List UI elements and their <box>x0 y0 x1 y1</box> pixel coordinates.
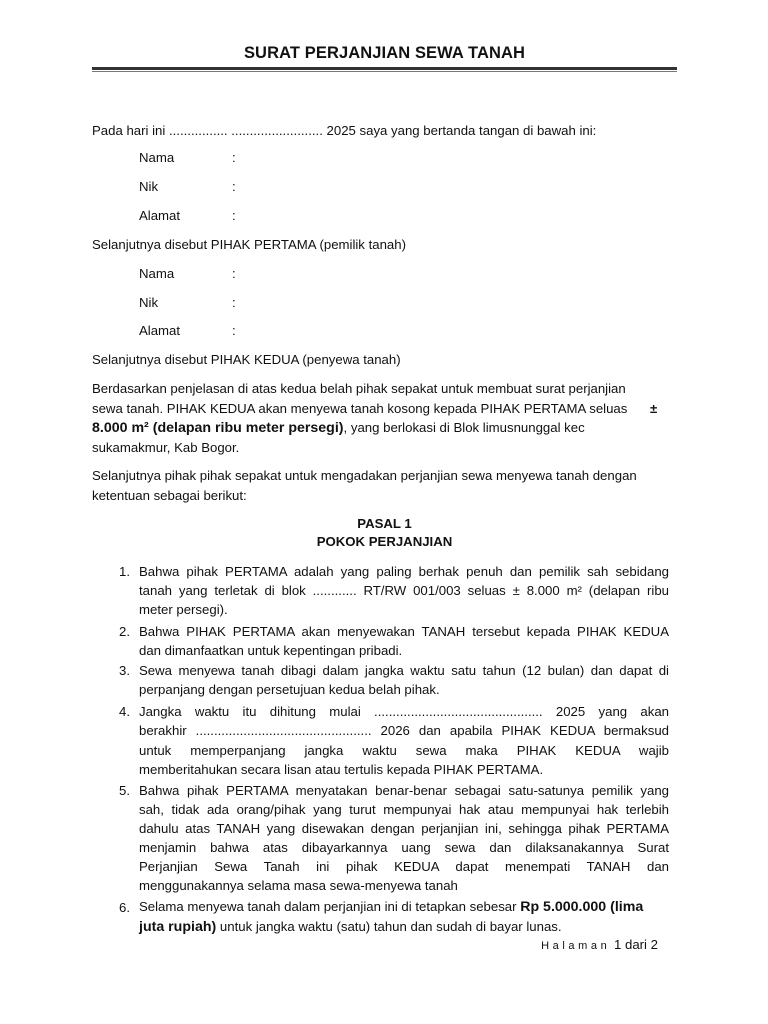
item-5-line-2: sah, tidak ada orang/pihak yang turut mempunyai hak atau mempunyai hak terlebih <box>139 802 669 817</box>
item-4-line-3: untuk memperpanjang jangka waktu sewa maka PIHAK KEDUA wajib <box>139 743 669 758</box>
item-number: 4. <box>119 704 130 719</box>
field-colon: : <box>232 150 236 165</box>
item-number: 2. <box>119 624 130 639</box>
item-4-line-2: berakhir ................................................ 2026 dan apabila PIHAK KEDUA bermaksud <box>139 723 669 738</box>
plus-minus-sign: ± <box>650 401 658 416</box>
party1-field-nik <box>139 177 236 196</box>
item-3-line-2: perpanjang dengan persetujuan kedua belah pihak. <box>139 682 440 697</box>
item-2-line-1: Bahwa PIHAK PERTAMA akan menyewakan TANAH tersebut kepada PIHAK KEDUA <box>139 624 669 639</box>
page-number: 1 dari 2 <box>614 937 658 952</box>
basis-line-2-text: sewa tanah. PIHAK KEDUA akan menyewa tanah kosong kepada PIHAK PERTAMA seluas <box>92 401 628 416</box>
field-colon: : <box>232 295 236 310</box>
field-label: Alamat <box>139 208 181 223</box>
intro-paragraph: Pada hari ini ................ ......................... 2025 saya yang bertanda tangan di bawah ini: <box>92 123 597 138</box>
item-1-line-1: Bahwa pihak PERTAMA adalah yang paling berhak penuh dan pemilik sah sebidang <box>139 564 669 579</box>
field-colon: : <box>232 323 236 338</box>
field-label: Alamat <box>139 323 181 338</box>
party1-designation: Selanjutnya disebut PIHAK PERTAMA (pemilik tanah) <box>92 237 406 252</box>
item-number: 3. <box>119 663 130 678</box>
field-label: Nik <box>139 179 159 194</box>
item-5-line-5: Perjanjian Sewa Tanah ini pihak KEDUA dapat menempati TANAH dan <box>139 859 669 874</box>
pasal-heading: POKOK PERJANJIAN <box>316 534 453 549</box>
item-number: 5. <box>119 783 130 798</box>
title-rule-thick <box>92 67 677 70</box>
land-area-bold: 8.000 m² (delapan ribu meter persegi) <box>92 420 344 436</box>
rent-price-bold: Rp 5.000.000 (lima <box>520 899 644 915</box>
item-1-line-3: meter persegi). <box>139 602 228 617</box>
item-4-line-1: Jangka waktu itu dihitung mulai .............................................. 2025 yang akan <box>139 704 669 719</box>
party1-field-alamat <box>139 206 236 225</box>
party1-field-nama <box>139 148 236 167</box>
pasal-number: PASAL 1 <box>357 516 412 531</box>
basis-line-4: sukamakmur, Kab Bogor. <box>92 440 240 455</box>
item-5-line-1: Bahwa pihak PERTAMA menyatakan benar-benar sebagai satu-satunya pemilik yang <box>139 783 669 798</box>
party2-field-alamat <box>139 321 236 340</box>
item-number: 6. <box>119 900 130 915</box>
basis-line-3 <box>92 418 677 439</box>
basis-line-1: Berdasarkan penjelasan di atas kedua belah pihak sepakat untuk membuat surat perjanjian <box>92 381 626 396</box>
item-3-line-1: Sewa menyewa tanah dibagi dalam jangka waktu satu tahun (12 bulan) dan dapat di <box>139 663 669 678</box>
party2-field-nik <box>139 293 236 312</box>
basis-line-2 <box>92 399 677 419</box>
field-colon: : <box>232 208 236 223</box>
document-title: SURAT PERJANJIAN SEWA TANAH <box>243 44 526 62</box>
field-colon: : <box>232 266 236 281</box>
item-6-line-2 <box>139 917 669 938</box>
page-label: Halaman <box>541 940 611 952</box>
party2-field-nama <box>139 264 236 283</box>
item-6-rest: untuk jangka waktu (satu) tahun dan sudah di bayar lunas. <box>216 919 562 934</box>
item-number: 1. <box>119 564 130 579</box>
item-4-line-4: memberitahukan secara lisan atau tertulis kepada PIHAK PERTAMA. <box>139 762 544 777</box>
field-label: Nik <box>139 295 159 310</box>
location-text: , yang berlokasi di Blok limusnunggal kec <box>343 420 585 435</box>
item-1-line-2: tanah yang terletak di blok ............ RT/RW 001/003 seluas ± 8.000 m² (delapan ribu <box>139 583 669 598</box>
field-colon: : <box>232 179 236 194</box>
agreement-line-2: ketentuan sebagai berikut: <box>92 488 247 503</box>
rent-price-words-bold: juta rupiah) <box>139 919 217 935</box>
party2-designation: Selanjutnya disebut PIHAK KEDUA (penyewa tanah) <box>92 352 401 367</box>
field-label: Nama <box>139 150 175 165</box>
item-6-text: Selama menyewa tanah dalam perjanjian ini di tetapkan sebesar <box>139 899 521 914</box>
field-label: Nama <box>139 266 175 281</box>
item-5-line-4: menjamin bahwa atas dibayarkannya uang sewa dan dilaksanakannya Surat <box>139 840 669 855</box>
item-5-line-6: menggunakannya selama masa sewa-menyewa tanah <box>139 878 458 893</box>
item-5-line-3: dahulu atas TANAH yang disewakan dengan perjanjian ini, sehingga pihak PERTAMA <box>139 821 669 836</box>
item-2-line-2: dan dimanfaatkan untuk kepentingan pribadi. <box>139 643 403 658</box>
title-rule-thin <box>92 71 677 72</box>
item-6-line-1 <box>139 897 669 918</box>
page-footer <box>541 936 658 955</box>
agreement-line-1: Selanjutnya pihak pihak sepakat untuk mengadakan perjanjian sewa menyewa tanah dengan <box>92 468 637 483</box>
